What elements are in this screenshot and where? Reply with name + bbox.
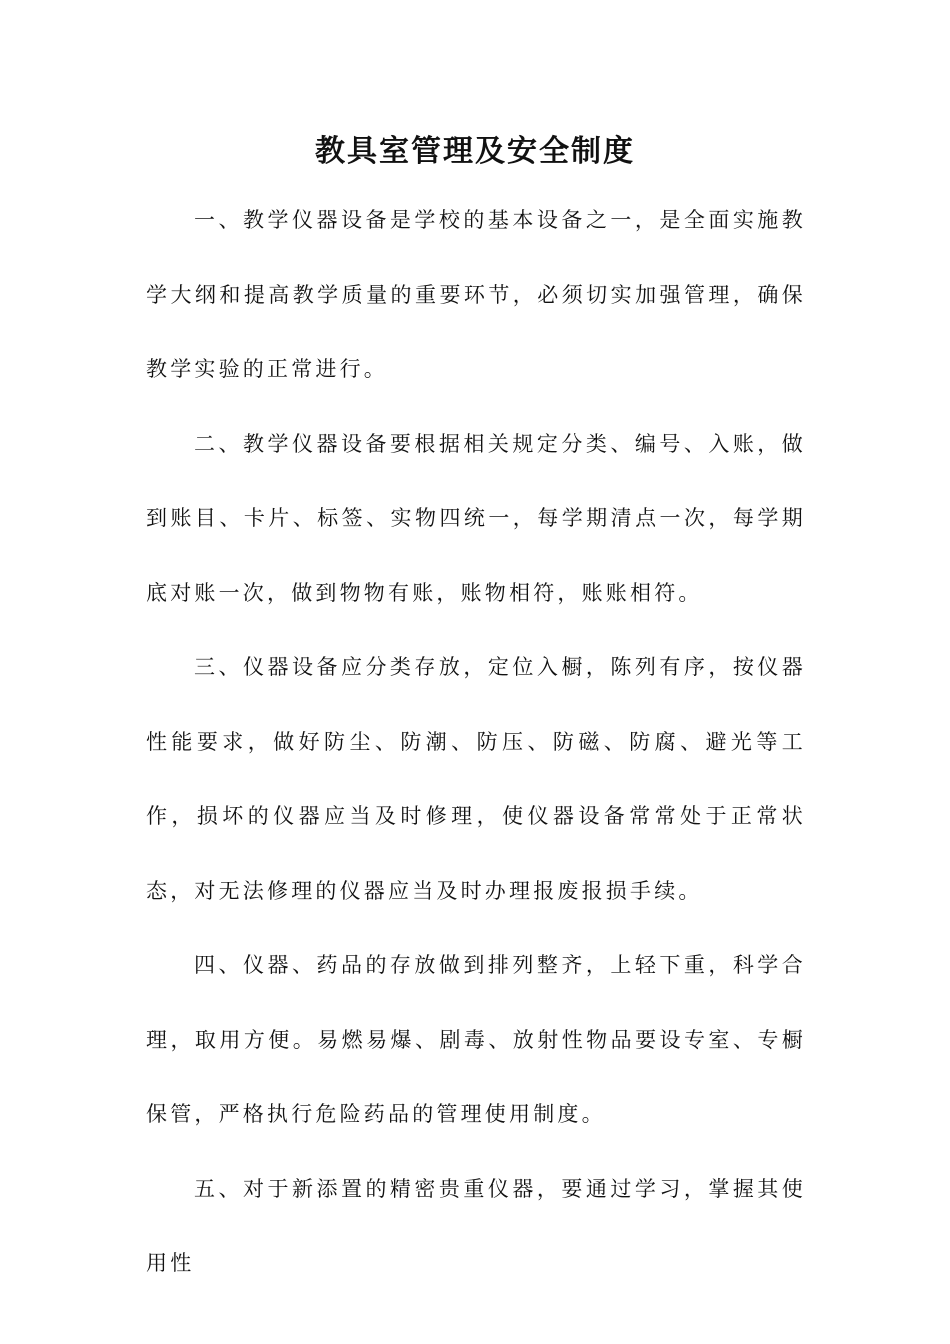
paragraph-3: 三、仪器设备应分类存放，定位入橱，陈列有序，按仪器性能要求，做好防尘、防潮、防压、防磁、防腐、避光等工作，损坏的仪器应当及时修理，使仪器设备常常处于正常状态，对无法修理的仪器应当及时办理报废报损手续。 [146,655,806,903]
page-title: 教具室管理及安全制度 [315,134,635,169]
document-body [146,183,806,1301]
paragraph-2: 二、教学仪器设备要根据相关规定分类、编号、入账，做到账目、卡片、标签、实物四统一，每学期清点一次，每学期底对账一次，做到物物有账，账物相符，账账相符。 [146,431,806,605]
paragraph-5: 五、对于新添置的精密贵重仪器，要通过学习，掌握其使用性 [146,1176,806,1275]
paragraph-1: 一、教学仪器设备是学校的基本设备之一，是全面实施教学大纲和提高教学质量的重要环节，必须切实加强管理，确保教学实验的正常进行。 [146,208,806,381]
paragraph-4: 四、仪器、药品的存放做到排列整齐，上轻下重，科学合理，取用方便。易燃易爆、剧毒、放射性物品要设专室、专橱保管，严格执行危险药品的管理使用制度。 [146,953,806,1126]
